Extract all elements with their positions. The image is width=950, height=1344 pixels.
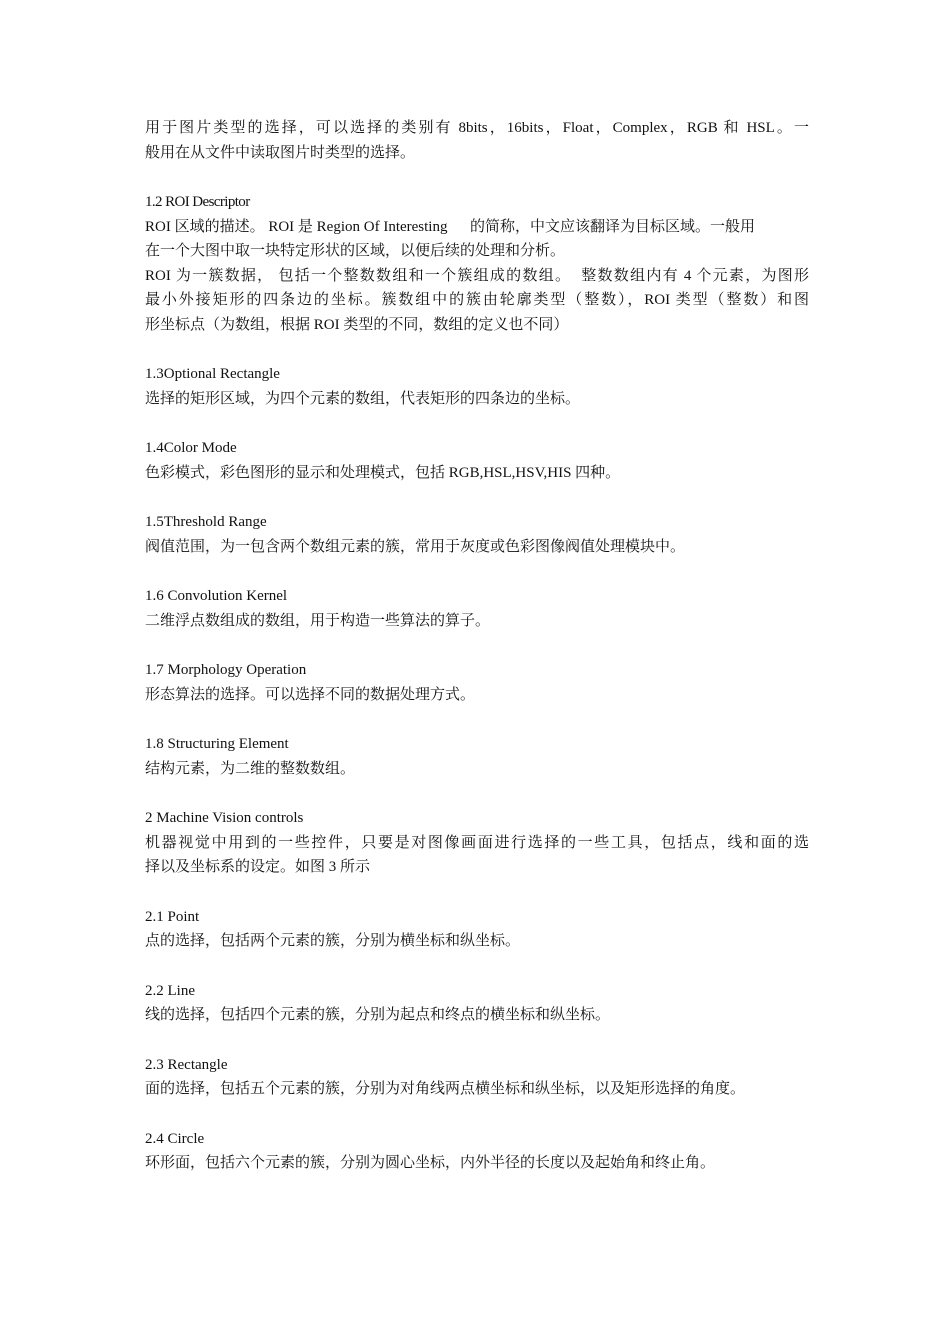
section-1-4 xyxy=(145,436,809,485)
section-2-3 xyxy=(145,1053,809,1102)
paragraph-line: 最小外接矩形的四条边的坐标。簇数组中的簇由轮廓类型（整数），ROI 类型（整数）和图 xyxy=(145,292,809,308)
section-heading: 1.3Optional Rectangle xyxy=(145,366,280,382)
paragraph-line: ROI 为一簇数据， 包括一个整数数组和一个簇组成的数组。 整数数组内有 4 个元素，为图形 xyxy=(145,267,809,284)
section-heading: 1.2 ROI Descriptor xyxy=(145,194,250,210)
section-1-2 xyxy=(145,190,809,337)
section-1-6 xyxy=(145,584,809,633)
section-heading: 1.5Threshold Range xyxy=(145,514,267,530)
section-heading: 1.8 Structuring Element xyxy=(145,736,289,752)
section-2-1 xyxy=(145,905,809,954)
section-1-8 xyxy=(145,732,809,781)
section-heading: 2.3 Rectangle xyxy=(145,1056,228,1073)
paragraph-line: 阀值范围，为一包含两个数组元素的簇，常用于灰度或色彩图像阀值处理模块中。 xyxy=(145,538,686,555)
paragraph-line: 用于图片类型的选择，可以选择的类别有 8bits，16bits，Float，Complex，RGB 和 HSL。一 xyxy=(145,120,809,136)
section-heading: 2.2 Line xyxy=(145,982,195,999)
section-heading: 1.7 Morphology Operation xyxy=(145,662,307,678)
paragraph-line: 二维浮点数组成的数组，用于构造一些算法的算子。 xyxy=(145,612,491,629)
section-1-3 xyxy=(145,362,809,411)
paragraph-line: 机器视觉中用到的一些控件，只要是对图像画面进行选择的一些工具，包括点，线和面的选 xyxy=(145,834,809,851)
section-heading: 1.6 Convolution Kernel xyxy=(145,588,288,604)
intro-paragraph xyxy=(145,116,809,165)
document-body xyxy=(145,116,809,1176)
section-1-7 xyxy=(145,658,809,707)
paragraph-line: 形坐标点（为数组，根据 ROI 类型的不同，数组的定义也不同） xyxy=(145,316,569,333)
section-heading: 2 Machine Vision controls xyxy=(145,810,304,826)
section-heading: 2.1 Point xyxy=(145,908,200,925)
section-2 xyxy=(145,806,809,880)
section-1-5 xyxy=(145,510,809,559)
paragraph-line: 面的选择，包括五个元素的簇，分别为对角线两点横坐标和纵坐标，以及矩形选择的角度。 xyxy=(145,1081,746,1097)
section-heading: 2.4 Circle xyxy=(145,1130,205,1147)
paragraph-line: ROI 区域的描述。 ROI 是 Region Of Interesting 的简称，中文应该翻译为目标区域。一般用 xyxy=(145,218,755,235)
paragraph-line: 结构元素，为二维的整数数组。 xyxy=(145,760,356,777)
paragraph-line: 般用在从文件中读取图片时类型的选择。 xyxy=(145,144,416,161)
paragraph-line: 线的选择，包括四个元素的簇，分别为起点和终点的横坐标和纵坐标。 xyxy=(145,1007,611,1023)
paragraph-line: 择以及坐标系的设定。如图 3 所示 xyxy=(145,859,371,875)
paragraph-line: 环形面，包括六个元素的簇，分别为圆心坐标，内外半径的长度以及起始角和终止角。 xyxy=(145,1155,716,1171)
paragraph-line: 点的选择，包括两个元素的簇，分别为横坐标和纵坐标。 xyxy=(145,933,521,949)
section-heading: 1.4Color Mode xyxy=(145,440,237,456)
paragraph-line: 选择的矩形区域，为四个元素的数组，代表矩形的四条边的坐标。 xyxy=(145,390,581,407)
section-2-2 xyxy=(145,979,809,1028)
paragraph-line: 在一个大图中取一块特定形状的区域，以便后续的处理和分析。 xyxy=(145,243,566,259)
paragraph-line: 形态算法的选择。可以选择不同的数据处理方式。 xyxy=(145,686,476,703)
paragraph-line: 色彩模式，彩色图形的显示和处理模式，包括 RGB,HSL,HSV,HIS 四种。 xyxy=(145,464,621,481)
section-2-4 xyxy=(145,1127,809,1176)
